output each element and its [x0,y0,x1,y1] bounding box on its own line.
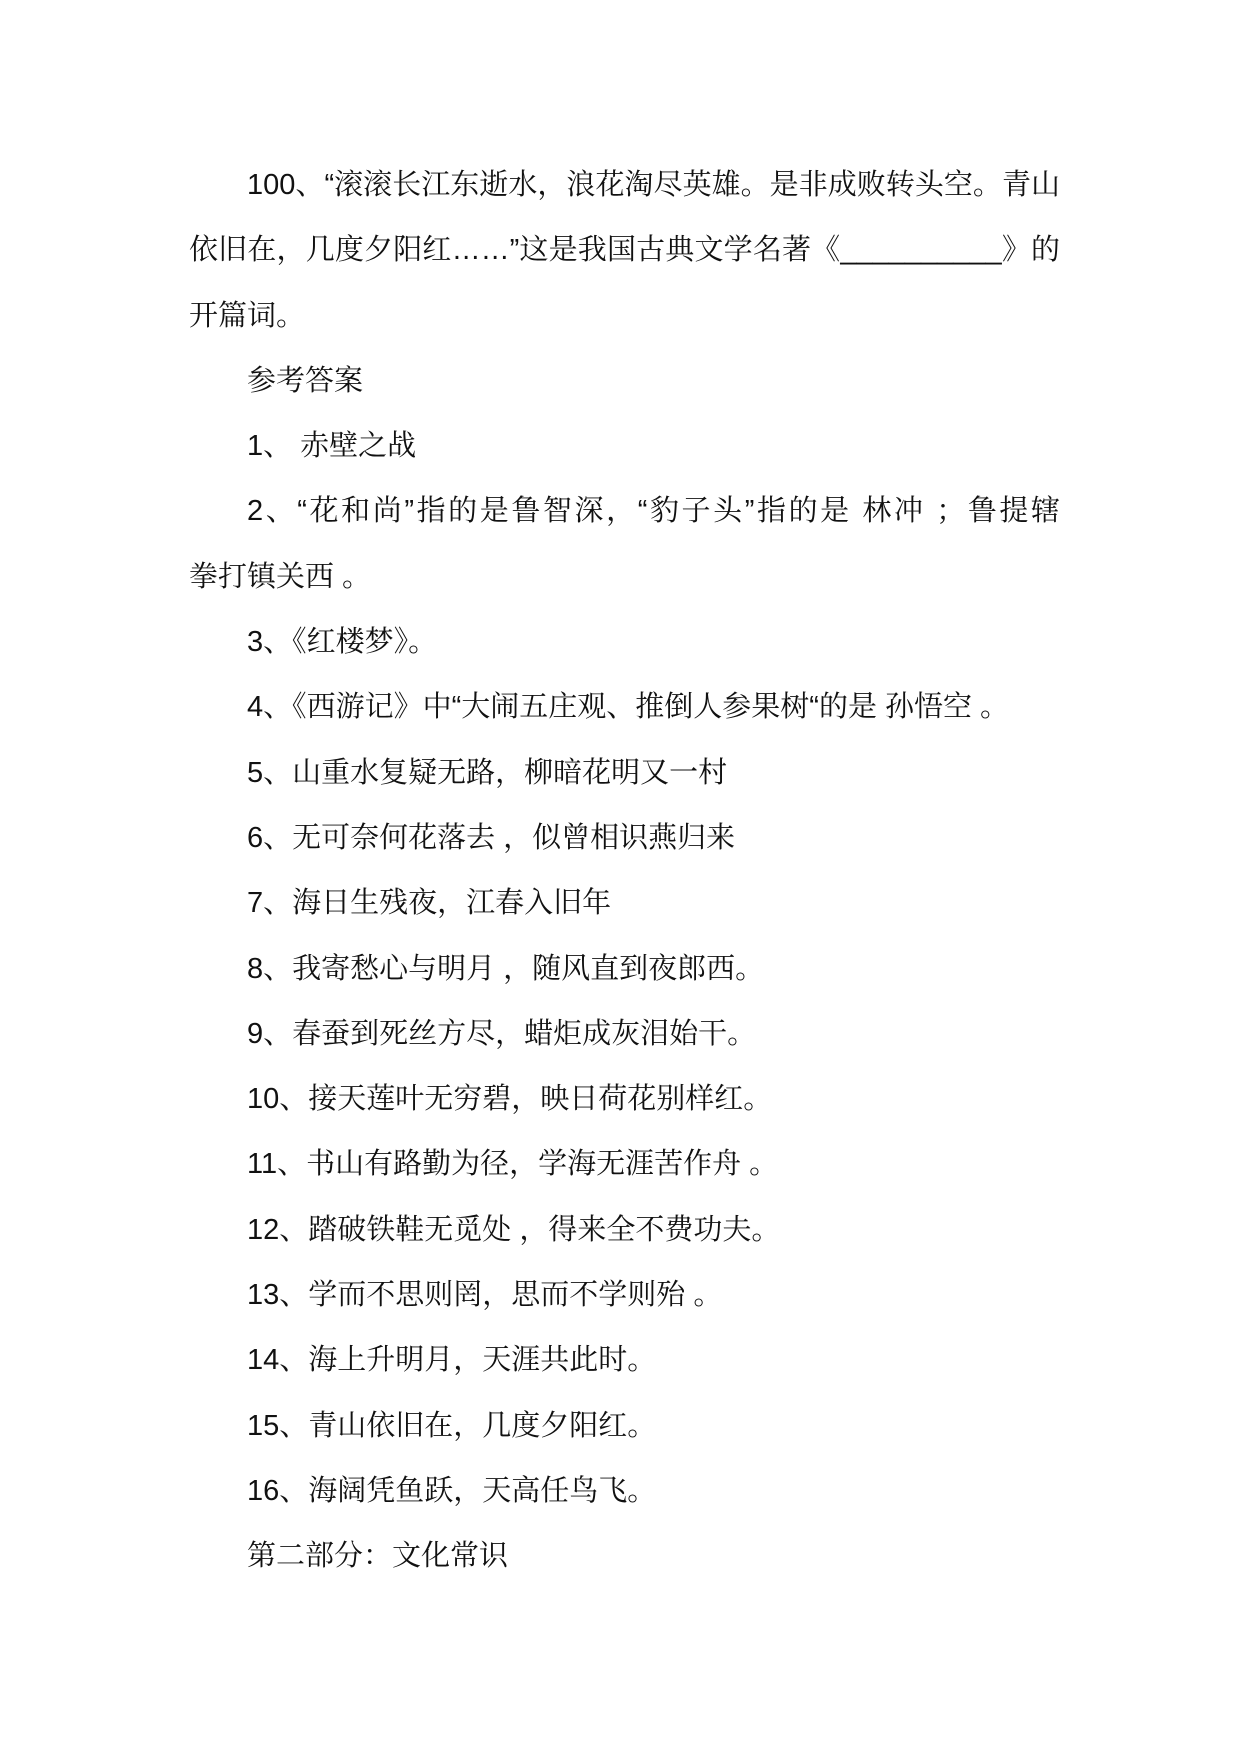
question-paragraph [189,153,1060,349]
section-heading: 第二部分：文化常识 [247,1540,509,1573]
answer-item: 3、《红楼梦》。 [247,626,438,659]
answer-item: 7、海日生残夜，江春入旧年 [247,887,612,920]
answer-item: 11、书山有路勤为径，学海无涯苦作舟 。 [247,1148,779,1181]
question-line: 100、“滚滚长江东逝水，浪花淘尽英雄。是非成败转头空。青山 [247,169,1060,201]
answer-item: 8、我寄愁心与明月 ，随风直到夜郎西。 [247,952,765,985]
answer-item: 9、春蚕到死丝方尽，蜡炬成灰泪始干。 [247,1017,757,1050]
answer-item: 6、无可奈何花落去 ，似曾相识燕归来 [247,821,736,854]
answers-list [189,414,1060,1524]
document-body [189,153,1060,1590]
answer-item: 4、《西游记》中“大闹五庄观、推倒人参果树“的是 孙悟空 。 [247,691,1010,724]
answer-item: 12、踏破铁鞋无觅处 ，得来全不费功夫。 [247,1213,781,1246]
answer-item [189,479,1060,610]
answer-item: 16、海阔凭鱼跃，天高任鸟飞。 [247,1474,657,1507]
answer-item-line: 2、“花和尚”指的是鲁智深，“豹子头”指的是 林冲 ；鲁提辖 [247,495,1060,528]
answer-item: 10、接天莲叶无穷碧，映日荷花别样红。 [247,1083,773,1116]
answer-item: 1、 赤壁之战 [247,430,417,463]
question-line: 开篇词。 [189,299,306,332]
answer-item-line: 拳打镇关西 。 [189,560,372,593]
answer-item: 15、青山依旧在，几度夕阳红。 [247,1409,657,1442]
answer-item: 5、山重水复疑无路，柳暗花明又一村 [247,756,728,789]
question-line: 依旧在，几度夕阳红……”这是我国古典文学名著《__________》的 [189,234,1060,267]
answer-item: 14、海上升明月，天涯共此时。 [247,1344,657,1377]
answer-item: 13、学而不思则罔，思而不学则殆 。 [247,1279,723,1312]
answers-heading: 参考答案 [247,364,364,397]
